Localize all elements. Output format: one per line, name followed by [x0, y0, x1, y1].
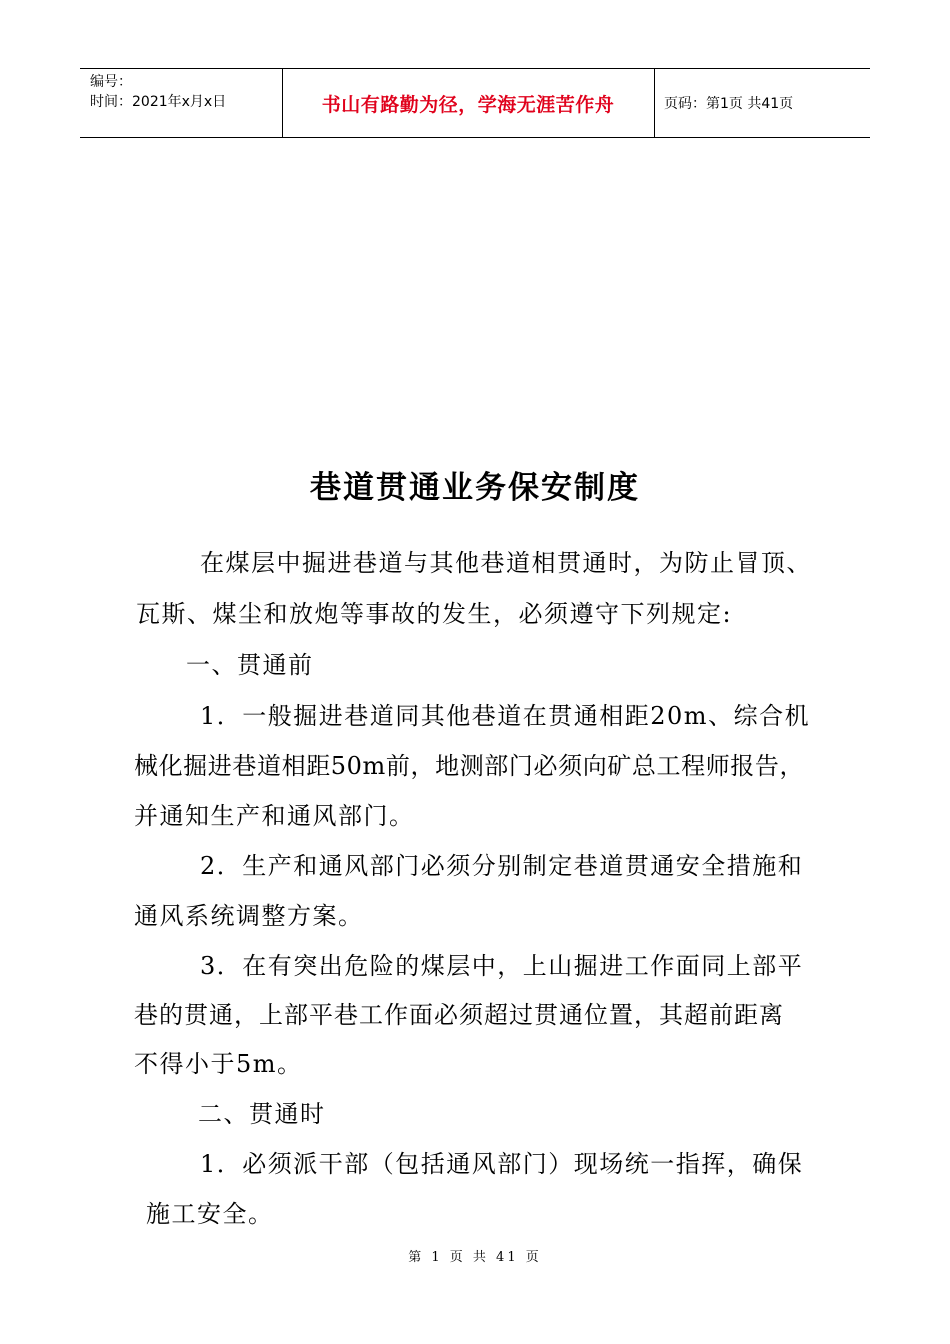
time-label: 时间：2021年x月x日 — [90, 94, 227, 110]
page-footer: 第 1 页 共 41 页 — [408, 1250, 542, 1265]
number-label: 编号： — [90, 74, 132, 90]
paragraph-line: 并通知生产和通风部门。 — [134, 802, 415, 830]
paragraph-line: 巷的贯通，上部平巷工作面必须超过贯通位置，其超前距离 — [134, 1001, 784, 1029]
paragraph-line: 不得小于5m。 — [134, 1050, 303, 1078]
section-heading: 二、贯通时 — [198, 1100, 326, 1128]
header-divider — [654, 69, 655, 137]
header-motto: 书山有路勤为径，学海无涯苦作舟 — [321, 93, 615, 116]
paragraph-line: 通风系统调整方案。 — [134, 902, 364, 930]
paragraph-line: 瓦斯、煤尘和放炮等事故的发生，必须遵守下列规定: — [136, 600, 733, 628]
paragraph-line: 施工安全。 — [146, 1200, 274, 1228]
paragraph-line: 1．必须派干部（包括通风部门）现场统一指挥，确保 — [200, 1150, 804, 1178]
paragraph-line: 在煤层中掘进巷道与其他巷道相贯通时，为防止冒顶、 — [200, 549, 812, 577]
document-header — [80, 68, 870, 138]
paragraph-line: 3．在有突出危险的煤层中，上山掘进工作面同上部平 — [200, 952, 804, 980]
paragraph-line: 1．一般掘进巷道同其他巷道在贯通相距20m、综合机 — [200, 702, 811, 730]
header-meta — [80, 69, 282, 137]
header-page-info: 页码：第1页 共41页 — [664, 96, 794, 112]
section-heading: 一、贯通前 — [186, 651, 314, 679]
paragraph-line: 械化掘进巷道相距50m前，地测部门必须向矿总工程师报告， — [134, 752, 805, 780]
document-title: 巷道贯通业务保安制度 — [310, 470, 640, 506]
paragraph-line: 2．生产和通风部门必须分别制定巷道贯通安全措施和 — [200, 852, 804, 880]
